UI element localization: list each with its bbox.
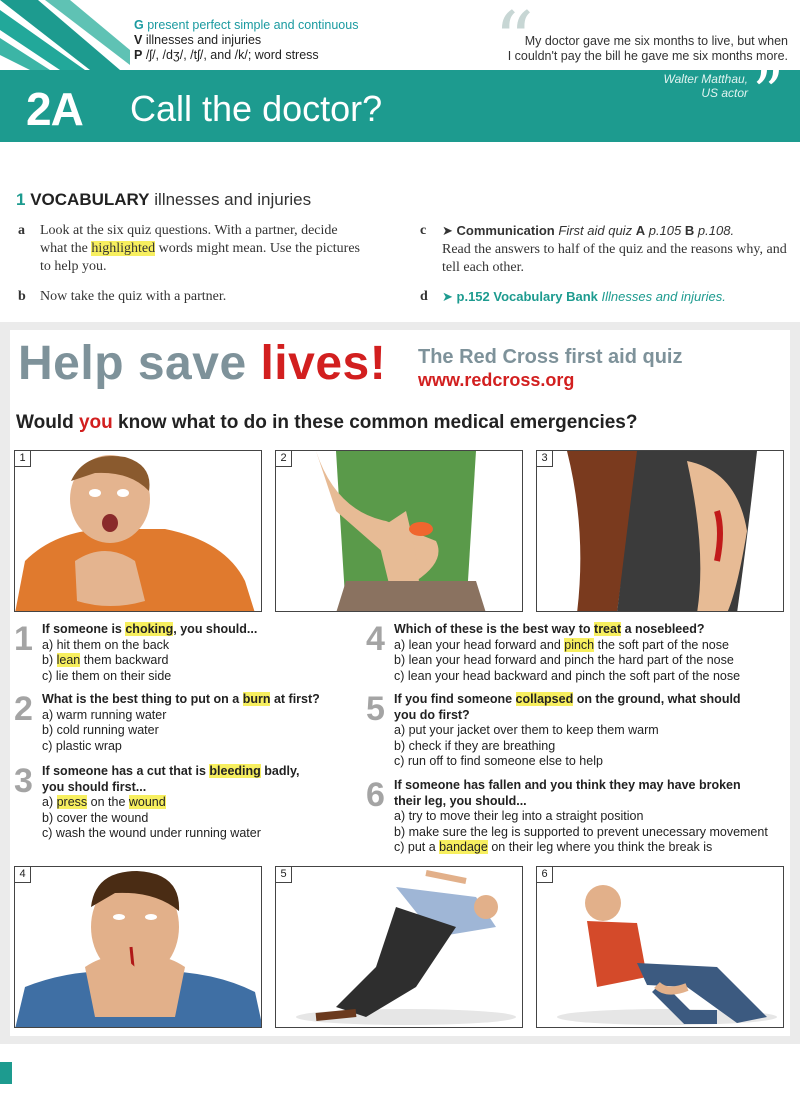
highlighted-word: press: [56, 795, 88, 809]
task-letter: c: [420, 223, 427, 238]
question-number: 3: [14, 762, 33, 800]
q4-text-end: a nosebleed?: [621, 622, 705, 636]
question-2: [14, 692, 364, 754]
picture-burn: [275, 450, 523, 612]
question-text: [42, 764, 364, 780]
unit-number: 2A: [26, 83, 83, 135]
quiz-url[interactable]: www.redcross.org: [418, 370, 575, 390]
question-text: [394, 692, 786, 708]
collapsed-man-illustration: [276, 867, 523, 1028]
teal-rays-decoration: [0, 0, 130, 70]
option-a-text: on the: [87, 795, 129, 809]
option-b: b) make sure the leg is supported to prevent unecessary movement: [394, 824, 768, 839]
option-c: c) lean your head backward and pinch the soft part of the nose: [394, 668, 741, 683]
open-quote-icon: “: [494, 0, 534, 70]
quote-line-1: My doctor gave me six months to live, but when: [524, 34, 788, 48]
part-b-page: p.108.: [697, 223, 735, 238]
option-c: c) wash the wound under running water: [42, 826, 261, 840]
page-tab-marker: [0, 1062, 12, 1084]
option-c: c) run off to find someone else to help: [394, 754, 603, 768]
pron-objective: /ʃ/, /dʒ/, /tʃ/, and /k/; word stress: [145, 48, 319, 62]
task-b-text: Now take the quiz with a partner.: [40, 289, 227, 304]
choking-man-illustration: [15, 451, 262, 612]
grammar-prefix: G: [134, 18, 144, 32]
question-4: [366, 622, 786, 684]
highlighted-word: pinch: [564, 637, 595, 652]
highlighted-word: treat: [594, 622, 622, 636]
q4-text: Which of these is the best way to: [394, 622, 595, 636]
question-text: [42, 692, 364, 708]
question-number: 4: [366, 620, 385, 658]
q5-text-end: on the ground, what should: [573, 692, 741, 706]
question-5: [366, 692, 786, 770]
q3-text: If someone has a cut that is: [42, 764, 210, 778]
quiz-subtitle: The Red Cross first aid quiz: [418, 346, 683, 368]
vocab-objective: illnesses and injuries: [145, 33, 262, 47]
highlighted-word: wound: [128, 795, 166, 809]
question-text-line-2: you should first...: [42, 779, 147, 794]
picture-number: 3: [537, 451, 553, 467]
part-a-label: A: [635, 223, 646, 238]
question-text-line-2: their leg, you should...: [394, 793, 527, 808]
picture-nosebleed: [14, 866, 262, 1028]
vocab-bank-topic: Illnesses and injuries.: [601, 289, 726, 304]
quiz-ref: First aid quiz: [558, 223, 633, 238]
page-title: Call the doctor?: [130, 88, 383, 129]
picture-choking: [14, 450, 262, 612]
title-banner: [0, 70, 800, 142]
question-3: [14, 764, 364, 842]
option-b-prefix: b): [42, 653, 57, 667]
option-a-prefix: a): [42, 795, 57, 809]
option-c: c) plastic wrap: [42, 738, 122, 753]
option-a: a) hit them on the back: [42, 637, 170, 652]
question-text: [42, 622, 364, 638]
unit-objectives: [134, 18, 358, 63]
highlighted-word: lean: [56, 653, 81, 667]
grammar-objective: present perfect simple and continuous: [147, 18, 359, 32]
option-c-text: on their leg where you think the break is: [487, 840, 713, 854]
bleeding-arm-illustration: [537, 451, 784, 612]
section-heading: [16, 190, 311, 210]
option-b: b) cold running water: [42, 723, 159, 737]
highlighted-word: burn: [242, 692, 271, 706]
highlighted-word: collapsed: [515, 692, 574, 706]
task-a-text: Look at the six quiz questions. With a partner, decide what the: [40, 223, 338, 256]
option-c: [394, 840, 788, 856]
quiz-title-main: Help save: [18, 337, 261, 390]
task-a-text-end: words might mean. Use the pictures to help you.: [40, 241, 361, 274]
task-c: [420, 222, 790, 277]
section-title: VOCABULARY: [30, 190, 150, 209]
option-a-text: a) lean your head forward and: [394, 637, 565, 652]
option-a-text-end: the soft part of the nose: [594, 637, 729, 652]
author-name: Walter Matthau,: [663, 72, 748, 86]
question-text: [394, 622, 786, 638]
q5-text: If you find someone: [394, 692, 516, 706]
vocab-bank-link[interactable]: p.152 Vocabulary Bank: [456, 289, 598, 304]
task-b: [18, 288, 368, 306]
option-b: b) check if they are breathing: [394, 738, 556, 753]
question-emphasis: you: [78, 412, 113, 433]
question-text: If someone has fallen and you think they may have broken: [394, 778, 741, 792]
option-b-text: them backward: [80, 653, 169, 667]
question-number: 2: [14, 690, 33, 728]
picture-number: 6: [537, 867, 553, 883]
option-c-prefix: c) put a: [394, 840, 440, 854]
task-letter: a: [18, 223, 25, 238]
part-b-label: B: [684, 223, 695, 238]
option-c: c) lie them on their side: [42, 668, 172, 683]
picture-broken-leg: [536, 866, 784, 1028]
quote: [458, 34, 788, 64]
q1-text: If someone is: [42, 622, 126, 636]
vocab-prefix: V: [134, 33, 143, 47]
author-role: US actor: [701, 86, 748, 100]
q1-text-end: , you should...: [173, 622, 258, 636]
question-text-line-2: you do first?: [394, 707, 470, 722]
quote-line-2: I couldn't pay the bill he gave me six months more.: [507, 49, 788, 63]
quiz-title-accent: lives!: [260, 337, 387, 390]
option-a: [394, 638, 786, 654]
part-a-page: p.105: [648, 223, 682, 238]
question-end: know what to do in these common medical emergencies?: [112, 412, 638, 433]
task-letter: b: [18, 289, 26, 304]
question-6: [366, 778, 788, 856]
task-d: [420, 288, 790, 306]
arrow-icon: ➤: [442, 289, 457, 304]
question-number: 1: [14, 620, 33, 658]
question-1: [14, 622, 364, 684]
picture-number: 5: [276, 867, 292, 883]
quiz-panel: [0, 322, 800, 1044]
arrow-icon: ➤: [442, 223, 457, 238]
communication-label: Communication: [456, 223, 555, 238]
q2-text: What is the best thing to put on a: [42, 692, 243, 706]
close-quote-icon: ”: [752, 70, 784, 129]
task-c-text: Read the answers to half of the quiz and the reasons why, and tell each other.: [442, 242, 787, 275]
burned-arm-illustration: [276, 451, 523, 612]
option-a: a) warm running water: [42, 707, 167, 722]
picture-number: 2: [276, 451, 292, 467]
option-b: b) lean your head forward and pinch the hard part of the nose: [394, 653, 734, 667]
quiz-title: [18, 336, 386, 391]
section-number: 1: [16, 190, 26, 209]
highlighted-word: bandage: [439, 840, 488, 854]
highlighted-word: highlighted: [91, 241, 156, 256]
quote-author: [664, 72, 748, 100]
section-subtitle: illnesses and injuries: [154, 190, 312, 209]
highlighted-word: choking: [125, 622, 174, 636]
nosebleed-man-illustration: [15, 867, 262, 1028]
picture-bleeding: [536, 450, 784, 612]
question-start: Would: [16, 412, 79, 433]
picture-collapsed: [275, 866, 523, 1028]
q3-text-end: badly,: [260, 764, 300, 778]
task-a: [18, 222, 368, 276]
highlighted-word: bleeding: [209, 764, 261, 778]
option-b: b) cover the wound: [42, 810, 149, 825]
picture-number: 1: [15, 451, 31, 467]
injured-man-illustration: [537, 867, 784, 1028]
option-a: [42, 795, 364, 811]
quiz-question: [16, 412, 637, 434]
option-a: a) try to move their leg into a straight position: [394, 809, 644, 823]
pron-prefix: P: [134, 48, 143, 62]
option-a: a) put your jacket over them to keep them warm: [394, 723, 659, 737]
quiz-card: [10, 330, 790, 1036]
question-number: 5: [366, 690, 385, 728]
option-b: [42, 653, 364, 669]
task-letter: d: [420, 289, 428, 304]
q2-text-end: at first?: [270, 692, 320, 706]
picture-number: 4: [15, 867, 31, 883]
question-number: 6: [366, 776, 385, 814]
unit-header: [0, 0, 800, 70]
